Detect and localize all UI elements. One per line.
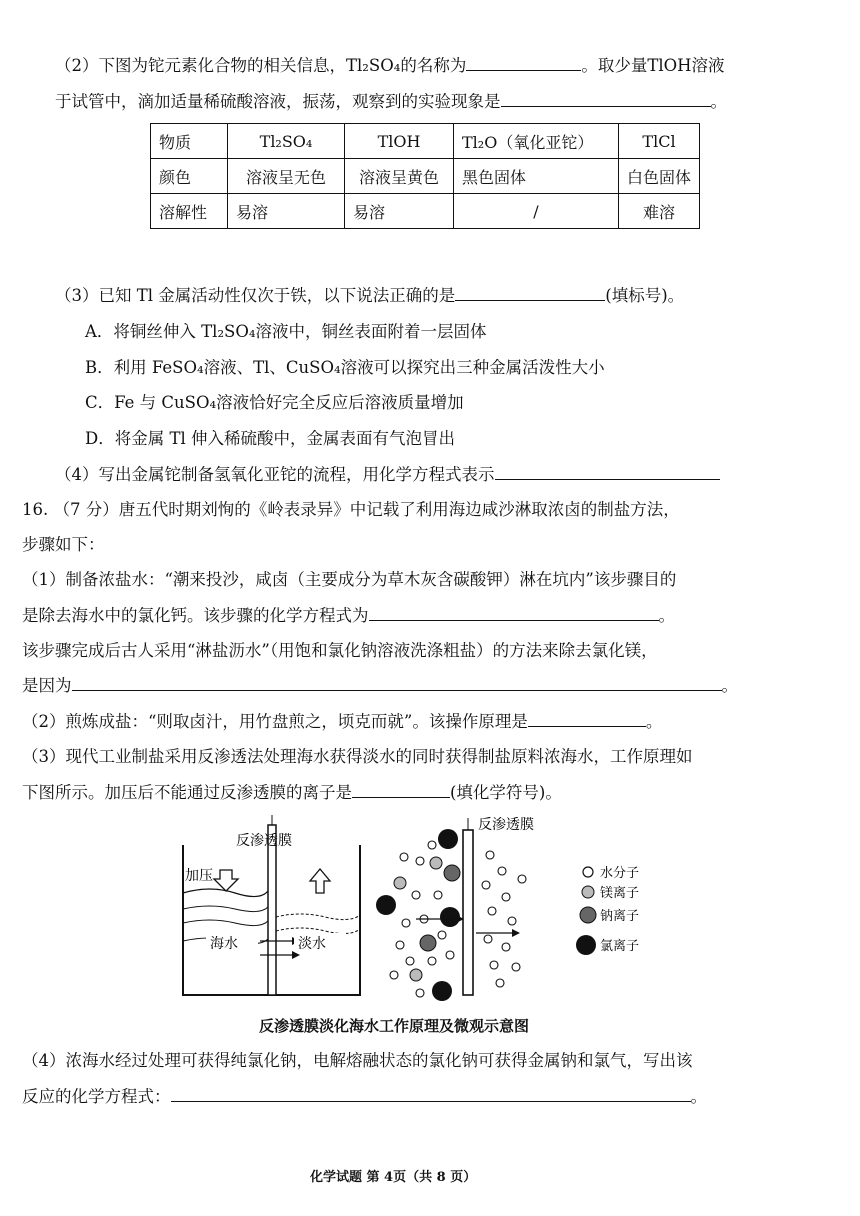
q16-1-text-c: 是因为 <box>22 676 72 695</box>
q15-4 <box>55 461 720 485</box>
q15-2-line2 <box>55 88 727 112</box>
magnesium-ion <box>410 969 422 981</box>
q16-3-line1: （3）现代工业制盐采用反渗透法处理海水获得淡水的同时获得制盐原料浓海水，工作原理如 <box>22 747 693 766</box>
micro-view <box>376 818 526 1001</box>
table-cell: 易溶 <box>228 194 345 229</box>
answer-blank[interactable] <box>501 92 711 107</box>
legend <box>576 865 639 955</box>
table-row <box>151 124 700 159</box>
q15-3-text-a: （3）已知 Tl 金属活动性仅次于铁，以下说法正确的是 <box>55 286 456 305</box>
membrane-label-1: 反渗透膜 <box>236 833 292 849</box>
table-cell: TlOH <box>345 124 454 159</box>
q16-1-line2 <box>22 602 675 626</box>
q15-2-text-b: 。取少量TlOH溶液 <box>581 56 725 75</box>
answer-blank[interactable] <box>352 783 450 798</box>
magnesium-ion-icon <box>582 886 594 898</box>
q15-2-text-c: 于试管中，滴加适量稀硫酸溶液，振荡，观察到的实验现象是 <box>55 92 501 111</box>
chloride-ion-icon <box>576 935 596 955</box>
q16-1-line4 <box>22 672 738 696</box>
answer-blank[interactable] <box>369 606 659 621</box>
answer-blank[interactable] <box>495 465 720 480</box>
legend-chloride: 氯离子 <box>600 939 640 954</box>
q15-4-text: （4）写出金属铊制备氢氧化亚铊的流程，用化学方程式表示 <box>55 465 495 484</box>
water-molecules-right <box>482 851 526 987</box>
chloride-ion <box>376 895 396 915</box>
rise-arrow-icon <box>310 869 330 893</box>
q15-2-text-a: （2）下图为铊元素化合物的相关信息，Tl₂SO₄的名称为 <box>55 56 467 75</box>
membrane <box>268 825 276 995</box>
answer-blank[interactable] <box>455 286 605 301</box>
q16-1-line1: （1）制备浓盐水：“潮来投沙，咸卤（主要成分为草木灰含碳酸钾）淋在坑内”该步骤目的 <box>22 570 677 589</box>
q16-3-text-a: 下图所示。加压后不能通过反渗透膜的离子是 <box>22 783 352 802</box>
q16-1-line3: 该步骤完成后古人采用“淋盐沥水”（用饱和氯化钠溶液洗涤粗盐）的方法来除去氯化镁， <box>22 641 658 660</box>
option-c: C．Fe 与 CuSO₄溶液恰好完全反应后溶液质量增加 <box>85 393 464 412</box>
option-d: D．将金属 Tl 伸入稀硫酸中，金属表面有气泡冒出 <box>85 429 456 448</box>
answer-blank[interactable] <box>528 712 646 727</box>
q16-3-line2 <box>22 779 562 803</box>
water-molecule-icon <box>583 867 593 877</box>
sodium-ion <box>420 935 436 951</box>
chloride-ion <box>432 981 452 1001</box>
table-cell: 颜色 <box>151 159 228 194</box>
q16-head-1: 16. （7 分）唐五代时期刘恂的《岭表录异》中记载了利用海边咸沙淋取浓卤的制盐方法， <box>22 500 680 519</box>
seawater-label: 海水 <box>210 936 238 952</box>
legend-sodium: 钠离子 <box>600 909 640 924</box>
table-cell: 溶液呈无色 <box>228 159 345 194</box>
answer-blank[interactable] <box>171 1087 691 1102</box>
thallium-compound-table <box>150 123 700 229</box>
q16-1-text-b: 。 <box>658 606 675 625</box>
option-a: A．将铜丝伸入 Tl₂SO₄溶液中，铜丝表面附着一层固体 <box>85 322 487 341</box>
figure-caption: 反渗透膜淡化海水工作原理及微观示意图 <box>259 1017 530 1035</box>
table-row <box>151 194 700 229</box>
legend-magnesium: 镁离子 <box>600 886 640 901</box>
q16-1-text-d: 。 <box>721 676 738 695</box>
q16-2-text-b: 。 <box>645 712 663 731</box>
legend-water: 水分子 <box>600 866 640 881</box>
q16-2-text-a: （2）煎炼成盐：“则取卤汁，用竹盘煎之，顷克而就”。该操作原理是 <box>22 712 528 731</box>
freshwater-label: 淡水 <box>298 936 326 952</box>
sodium-ion-icon <box>580 907 596 923</box>
table-row <box>151 159 700 194</box>
q15-2-text-d: 。 <box>710 92 727 111</box>
q16-3-text-b: (填化学符号)。 <box>450 783 562 802</box>
q16-4-line2 <box>22 1083 707 1107</box>
pressure-arrow-icon <box>214 870 238 891</box>
reverse-osmosis-figure <box>180 815 680 1010</box>
magnesium-ion <box>394 877 406 889</box>
q16-1-text-a: 是除去海水中的氯化钙。该步骤的化学方程式为 <box>22 606 369 625</box>
chloride-ion <box>438 829 458 849</box>
table-cell: 易溶 <box>345 194 454 229</box>
q16-4-text-b: 。 <box>690 1087 707 1106</box>
table-cell: 溶解性 <box>151 194 228 229</box>
answer-blank[interactable] <box>72 676 722 691</box>
table-cell: 黑色固体 <box>454 159 619 194</box>
pressure-label: 加压 <box>185 868 213 884</box>
q16-4-text-a: 反应的化学方程式： <box>22 1087 171 1106</box>
table-cell: / <box>454 194 619 229</box>
table-cell: 白色固体 <box>619 159 700 194</box>
table-cell: 物质 <box>151 124 228 159</box>
q16-head-2: 步骤如下： <box>22 535 105 554</box>
micro-membrane <box>463 830 473 995</box>
page-footer: 化学试题 第 4页（共 8 页） <box>310 1170 477 1185</box>
table-cell: TlCl <box>619 124 700 159</box>
q16-2 <box>22 708 662 732</box>
table-cell: 难溶 <box>619 194 700 229</box>
membrane-label-2: 反渗透膜 <box>478 817 534 833</box>
table-cell: 溶液呈黄色 <box>345 159 454 194</box>
q16-4-line1: （4）浓海水经过处理可获得纯氯化钠，电解熔融状态的氯化钠可获得金属钠和氯气，写出该 <box>22 1051 693 1070</box>
option-b: B．利用 FeSO₄溶液、Tl、CuSO₄溶液可以探究出三种金属活泼性大小 <box>85 358 605 377</box>
sodium-ion <box>444 865 460 881</box>
table-cell: Tl₂SO₄ <box>228 124 345 159</box>
table-cell: Tl₂O（氧化亚铊） <box>454 124 619 159</box>
magnesium-ion <box>430 857 442 869</box>
answer-blank[interactable] <box>466 56 581 71</box>
q15-3-text-b: (填标号)。 <box>605 286 685 305</box>
q15-3-stem <box>55 282 684 306</box>
q15-2-line1 <box>55 52 725 76</box>
